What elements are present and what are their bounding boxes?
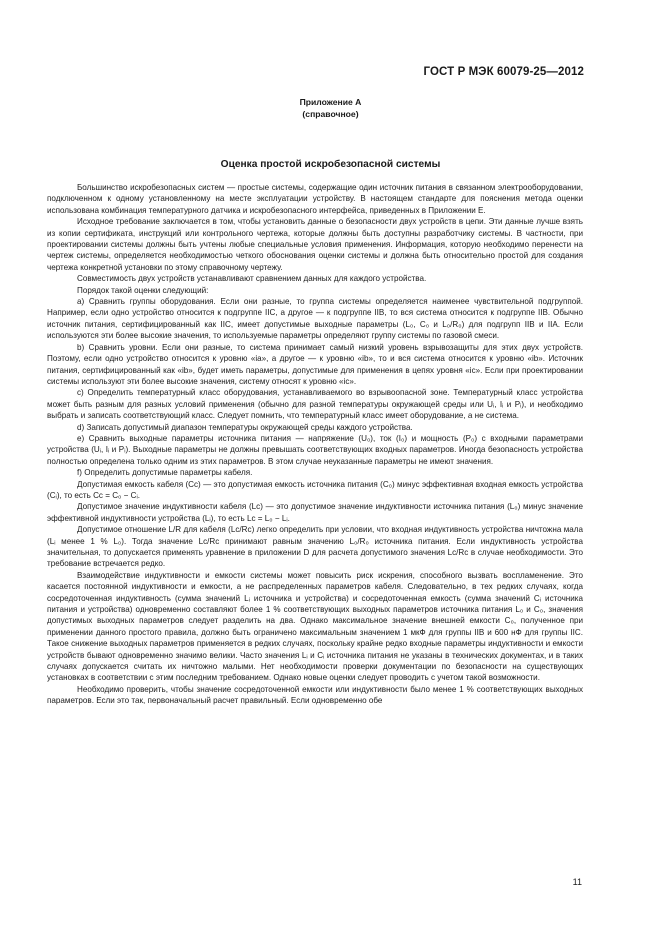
list-item: d) Записать допустимый диапазон температуры окружающей среды каждого устройства.	[77, 422, 413, 432]
list-item: c) Определить температурный класс оборудования, устанавливаемого во взрывоопасной зоне. Температурный класс устройства может быть разным для разных условий применения (обычно для разной температуры окружающей среды или Uᵢ, Iᵢ и Pᵢ), и необходимо выбрать и записать соответствующий класс. Следует помнить, что температурный класс имеет оборудование, а не система.	[47, 388, 583, 421]
section-title: Оценка простой искробезопасной системы	[220, 159, 441, 170]
list-item: а) Сравнить группы оборудования. Если они разные, то группа системы определяется наименее чувствительной подгруппой. Например, если одно устройство относится к подгруппе IIC, а другое — к подгруппе IIB, то вся система относится к подгруппе IIB. Обычно источник питания, сертифицированный как IIC, имеет допустимые выходные параметры (L₀, C₀ и L₀/R₀) для подгрупп IIB и IIA. Если используются эти более высокие значения, то используемые параметры определяют группу системы по газовой смеси.	[47, 297, 583, 341]
paragraph: Совместимость двух устройств устанавливают сравнением данных для каждого устройства.	[77, 274, 427, 284]
annex-title: Приложение А	[299, 97, 362, 107]
page-number: 11	[572, 877, 582, 887]
paragraph: Допустимая емкость кабеля (Cc) — это допустимая емкость источника питания (C₀) минус эффективная входная емкость устройства (Cᵢ), то есть Cc = C₀ − Cᵢ.	[47, 479, 583, 500]
paragraph: Порядок такой оценки следующий:	[77, 285, 209, 295]
annex-subtitle: (справочное)	[302, 109, 359, 119]
paragraph: Допустимое отношение L/R для кабеля (Lc/Rc) легко определить при условии, что входная индуктивность устройства ничтожна мала (Lᵢ менее 1 % L₀). Тогда значение Lc/Rc принимают равным значению L₀/R₀ источника питания. Если индуктивность устройства значительная, то допускается применять уравнение в приложении D для расчета допустимого значения Lc/Rc в случае необходимости. Это требование встречается редко.	[47, 525, 583, 569]
paragraph: Исходное требование заключается в том, чтобы установить данные о безопасности двух устройств в цепи. Эти данные лучше взять из копии сертификата, инструкций или контрольного чертежа, которые должны быть доступны разработчику системы. В частности, при проектировании системы должны быть учтены любые специальные условия применения. Информация, которую необходимо перенести на чертеж системы, определяется необходимостью четкого обоснования оценки системы и должна быть относительно простой для создания чертежа конкретной установки по этому справочному чертежу.	[47, 217, 583, 272]
paragraph: Необходимо проверить, чтобы значение сосредоточенной емкости или индуктивности было менее 1 % соответствующих выходных параметров. Если это так, первоначальный расчет правильный. Если одновременно обе	[47, 684, 583, 706]
paragraph: Допустимое значение индуктивности кабеля (Lc) — это допустимое значение индуктивности источника питания (L₀) минус значение эффективной индуктивности устройства (Lᵢ), то есть Lc = L₀ − Lᵢ.	[47, 502, 583, 523]
standard-header: ГОСТ Р МЭК 60079-25—2012	[423, 66, 584, 78]
paragraph: Большинство искробезопасных систем — простые системы, содержащие один источник питания в связанном электрооборудовании, подключенном к одному установленному на месте эксплуатации устройству. В настоящем стандарте для пояснения метода оценки использована комбинация температурного датчика и искробезопасного интерфейса, приведенных в Приложении Е.	[47, 183, 583, 215]
list-item: f) Определить допустимые параметры кабеля.	[77, 468, 253, 478]
paragraph: Взаимодействие индуктивности и емкости системы может повысить риск искрения, способного вызвать воспламенение. Это касается постоянной индуктивности и емкости, а не распределенных параметров кабеля. Следовательно, в тех редких случаях, когда сосредоточенная индуктивность (сумма значений Lᵢ источника и устройства) и сосредоточенная емкость (сумма значений Cᵢ источника питания и устройства) одновременно составляют более 1 % соответствующих выходных параметров источника питания L₀ и C₀, значения допустимых выходных параметров следует разделить на два. Однако максимальное значение внешней емкости C₀, полученное при применении данного простого правила, должно быть ограничено максимальным значением 1 мкФ для группы IIB и 600 нФ для группы IIC. Такое снижение выходных параметров применяется в редких случаях, поскольку крайне редко входные параметры индуктивности и емкости устройств бывают одновременно значимо велики. Часто значения Lᵢ и Cᵢ источника питания не указаны в технических документах, и в таких случаях допускается считать их ничтожно малыми. Нет необходимости проверки документации по безопасности на существующих установках в соответствии с этим последним требованием. Однако новые оценки следует проводить с учетом такой возможности.	[47, 570, 583, 683]
list-item: b) Сравнить уровни. Если они разные, то система принимает самый низкий уровень взрывозащиты для этих двух устройств. Поэтому, если одно устройство относится к уровню «ia», а другое — к уровню «ib», то и вся система относится к уровню «ib». Источник питания, сертифицированный как «ib», будет иметь параметры, допустимые для применения в цепях уровня «ic». Если при проектировании системы используют эти более высокие значения, систему относят к уровню «ic».	[47, 342, 583, 386]
body-text	[47, 182, 583, 707]
list-item: e) Сравнить выходные параметры источника питания — напряжение (U₀), ток (I₀) и мощность (P₀) с входными параметрами устройства (Uᵢ, Iᵢ и Pᵢ). Выходные параметры не должны превышать соответствующих входных параметров. Иногда безопасность устройства полностью определена только одним из этих параметров. В этом случае неуказанные параметры не имеют значения.	[47, 433, 583, 466]
